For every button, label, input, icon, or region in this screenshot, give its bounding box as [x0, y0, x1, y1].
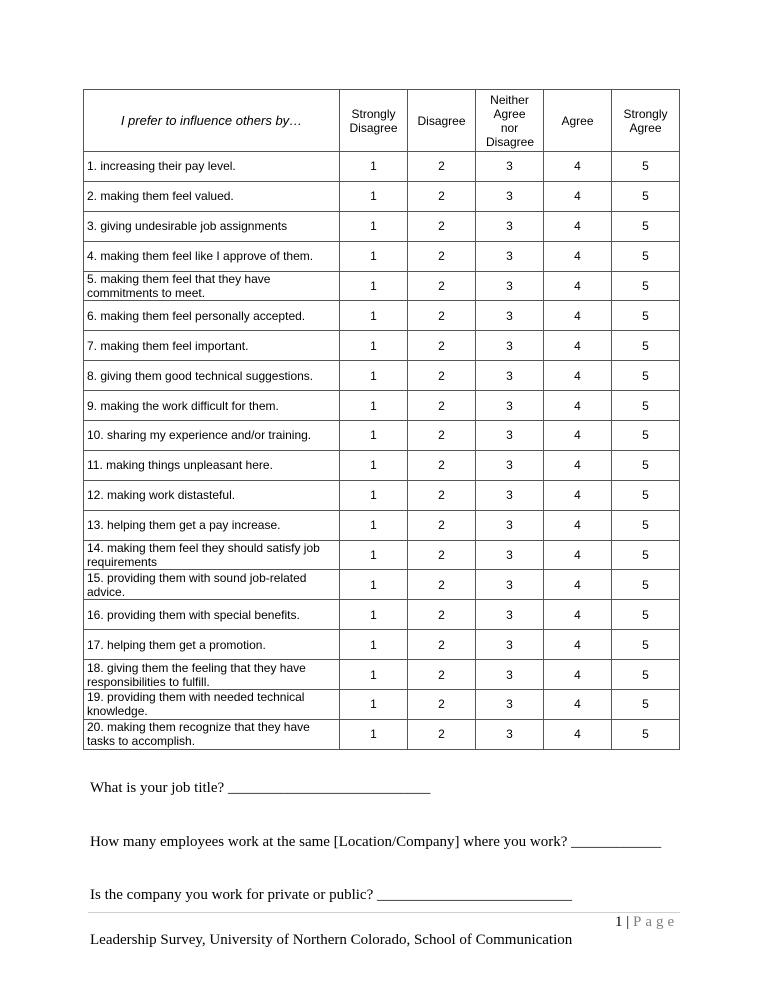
job-title-question: What is your job title? ___________________________ — [90, 780, 431, 796]
table-row — [84, 690, 680, 720]
rating-option[interactable]: 4 — [544, 421, 612, 451]
survey-item: 16. providing them with special benefits. — [84, 600, 340, 630]
rating-option[interactable]: 4 — [544, 211, 612, 241]
rating-option[interactable]: 1 — [340, 361, 408, 391]
survey-item: 3. giving undesirable job assignments — [84, 211, 340, 241]
footer-divider — [88, 912, 680, 913]
rating-option[interactable]: 4 — [544, 630, 612, 660]
rating-option[interactable]: 1 — [340, 719, 408, 749]
rating-option[interactable]: 5 — [612, 421, 680, 451]
rating-option[interactable]: 3 — [476, 211, 544, 241]
survey-item: 9. making the work difficult for them. — [84, 391, 340, 421]
scale-header: Strongly Agree — [612, 90, 680, 152]
rating-option[interactable]: 1 — [340, 181, 408, 211]
table-row — [84, 181, 680, 211]
rating-option[interactable]: 4 — [544, 690, 612, 720]
employee-count-question: How many employees work at the same [Location/Company] where you work? ____________ — [90, 834, 662, 850]
rating-option[interactable]: 3 — [476, 181, 544, 211]
rating-option[interactable]: 1 — [340, 331, 408, 361]
rating-option[interactable]: 3 — [476, 480, 544, 510]
rating-option[interactable]: 1 — [340, 600, 408, 630]
rating-option[interactable]: 3 — [476, 361, 544, 391]
survey-item: 5. making them feel that they have commitments to meet. — [84, 271, 340, 301]
rating-option[interactable]: 2 — [408, 660, 476, 690]
survey-item: 19. providing them with needed technical knowledge. — [84, 690, 340, 720]
table-header-row — [84, 90, 680, 152]
rating-option[interactable]: 4 — [544, 570, 612, 600]
rating-option[interactable]: 1 — [340, 421, 408, 451]
rating-option[interactable]: 2 — [408, 241, 476, 271]
rating-option[interactable]: 4 — [544, 301, 612, 331]
rating-option[interactable]: 4 — [544, 510, 612, 540]
scale-header: Disagree — [408, 90, 476, 152]
rating-option[interactable]: 2 — [408, 719, 476, 749]
rating-option[interactable]: 5 — [612, 600, 680, 630]
rating-option[interactable]: 5 — [612, 391, 680, 421]
rating-option[interactable]: 2 — [408, 480, 476, 510]
table-body — [84, 152, 680, 750]
rating-option[interactable]: 5 — [612, 719, 680, 749]
page-number-value: 1 — [615, 914, 623, 930]
rating-option[interactable]: 5 — [612, 331, 680, 361]
survey-item: 17. helping them get a promotion. — [84, 630, 340, 660]
table-row — [84, 211, 680, 241]
rating-option[interactable]: 3 — [476, 690, 544, 720]
survey-item: 14. making them feel they should satisfy job requirements — [84, 540, 340, 570]
survey-item: 6. making them feel personally accepted. — [84, 301, 340, 331]
rating-option[interactable]: 1 — [340, 510, 408, 540]
rating-option[interactable]: 3 — [476, 450, 544, 480]
survey-item: 11. making things unpleasant here. — [84, 450, 340, 480]
survey-item: 20. making them recognize that they have tasks to accomplish. — [84, 719, 340, 749]
scale-header: Neither Agree nor Disagree — [476, 90, 544, 152]
rating-option[interactable]: 4 — [544, 271, 612, 301]
survey-item: 1. increasing their pay level. — [84, 152, 340, 182]
rating-option[interactable]: 5 — [612, 152, 680, 182]
table-row — [84, 241, 680, 271]
survey-item: 7. making them feel important. — [84, 331, 340, 361]
table-row — [84, 271, 680, 301]
rating-option[interactable]: 5 — [612, 660, 680, 690]
page-number — [615, 914, 678, 931]
rating-option[interactable]: 3 — [476, 241, 544, 271]
table-row — [84, 391, 680, 421]
rating-option[interactable]: 2 — [408, 600, 476, 630]
rating-option[interactable]: 2 — [408, 690, 476, 720]
rating-option[interactable]: 3 — [476, 600, 544, 630]
rating-option[interactable]: 2 — [408, 630, 476, 660]
company-type-question: Is the company you work for private or public? __________________________ — [90, 887, 572, 903]
table-row — [84, 600, 680, 630]
survey-item: 12. making work distasteful. — [84, 480, 340, 510]
rating-option[interactable]: 2 — [408, 361, 476, 391]
rating-option[interactable]: 3 — [476, 630, 544, 660]
rating-option[interactable]: 1 — [340, 480, 408, 510]
table-row — [84, 152, 680, 182]
rating-option[interactable]: 5 — [612, 570, 680, 600]
page-label: Page — [633, 914, 679, 930]
rating-option[interactable]: 5 — [612, 510, 680, 540]
rating-option[interactable]: 4 — [544, 181, 612, 211]
rating-option[interactable]: 2 — [408, 570, 476, 600]
rating-option[interactable]: 3 — [476, 719, 544, 749]
table-row — [84, 570, 680, 600]
rating-option[interactable]: 2 — [408, 181, 476, 211]
scale-header: Agree — [544, 90, 612, 152]
table-row — [84, 540, 680, 570]
survey-item: 15. providing them with sound job-related advice. — [84, 570, 340, 600]
rating-option[interactable]: 5 — [612, 301, 680, 331]
rating-option[interactable]: 3 — [476, 510, 544, 540]
rating-option[interactable]: 1 — [340, 540, 408, 570]
rating-option[interactable]: 4 — [544, 391, 612, 421]
rating-option[interactable]: 2 — [408, 540, 476, 570]
rating-option[interactable]: 4 — [544, 540, 612, 570]
rating-option[interactable]: 4 — [544, 450, 612, 480]
rating-option[interactable]: 5 — [612, 211, 680, 241]
rating-option[interactable]: 4 — [544, 241, 612, 271]
rating-option[interactable]: 2 — [408, 421, 476, 451]
rating-option[interactable]: 1 — [340, 241, 408, 271]
rating-option[interactable]: 3 — [476, 421, 544, 451]
rating-option[interactable]: 1 — [340, 211, 408, 241]
survey-item: 10. sharing my experience and/or training. — [84, 421, 340, 451]
page-separator: | — [626, 914, 630, 930]
footer-text: Leadership Survey, University of Northern Colorado, School of Communication — [90, 932, 573, 948]
rating-option[interactable]: 5 — [612, 181, 680, 211]
table-row — [84, 301, 680, 331]
table-row — [84, 630, 680, 660]
table-row — [84, 660, 680, 690]
table-row — [84, 719, 680, 749]
rating-option[interactable]: 1 — [340, 570, 408, 600]
survey-table — [83, 89, 680, 750]
rating-option[interactable]: 4 — [544, 361, 612, 391]
rating-option[interactable]: 2 — [408, 271, 476, 301]
survey-item: 13. helping them get a pay increase. — [84, 510, 340, 540]
rating-option[interactable]: 4 — [544, 480, 612, 510]
table-row — [84, 480, 680, 510]
rating-option[interactable]: 1 — [340, 450, 408, 480]
rating-option[interactable]: 5 — [612, 540, 680, 570]
table-row — [84, 361, 680, 391]
table-row — [84, 331, 680, 361]
survey-item: 2. making them feel valued. — [84, 181, 340, 211]
rating-option[interactable]: 5 — [612, 361, 680, 391]
rating-option[interactable]: 4 — [544, 719, 612, 749]
rating-option[interactable]: 3 — [476, 331, 544, 361]
rating-option[interactable]: 4 — [544, 152, 612, 182]
rating-option[interactable]: 3 — [476, 152, 544, 182]
rating-option[interactable]: 5 — [612, 241, 680, 271]
rating-option[interactable]: 3 — [476, 570, 544, 600]
rating-option[interactable]: 1 — [340, 690, 408, 720]
rating-option[interactable]: 5 — [612, 271, 680, 301]
rating-option[interactable]: 1 — [340, 152, 408, 182]
rating-option[interactable]: 2 — [408, 510, 476, 540]
rating-option[interactable]: 1 — [340, 630, 408, 660]
rating-option[interactable]: 4 — [544, 331, 612, 361]
rating-option[interactable]: 3 — [476, 660, 544, 690]
rating-option[interactable]: 2 — [408, 331, 476, 361]
rating-option[interactable]: 1 — [340, 391, 408, 421]
rating-option[interactable]: 5 — [612, 690, 680, 720]
rating-option[interactable]: 1 — [340, 660, 408, 690]
table-row — [84, 421, 680, 451]
rating-option[interactable]: 3 — [476, 271, 544, 301]
rating-option[interactable]: 3 — [476, 391, 544, 421]
rating-option[interactable]: 4 — [544, 660, 612, 690]
survey-item: 8. giving them good technical suggestions. — [84, 361, 340, 391]
rating-option[interactable]: 5 — [612, 480, 680, 510]
rating-option[interactable]: 2 — [408, 450, 476, 480]
table-row — [84, 450, 680, 480]
survey-item: 4. making them feel like I approve of them. — [84, 241, 340, 271]
rating-option[interactable]: 1 — [340, 301, 408, 331]
rating-option[interactable]: 3 — [476, 540, 544, 570]
rating-option[interactable]: 1 — [340, 271, 408, 301]
survey-item: 18. giving them the feeling that they have responsibilities to fulfill. — [84, 660, 340, 690]
table-row — [84, 510, 680, 540]
rating-option[interactable]: 5 — [612, 630, 680, 660]
rating-option[interactable]: 5 — [612, 450, 680, 480]
rating-option[interactable]: 2 — [408, 211, 476, 241]
rating-option[interactable]: 4 — [544, 600, 612, 630]
rating-option[interactable]: 3 — [476, 301, 544, 331]
scale-header: Strongly Disagree — [340, 90, 408, 152]
rating-option[interactable]: 2 — [408, 301, 476, 331]
rating-option[interactable]: 2 — [408, 152, 476, 182]
table-prompt: I prefer to influence others by… — [84, 90, 340, 152]
rating-option[interactable]: 2 — [408, 391, 476, 421]
